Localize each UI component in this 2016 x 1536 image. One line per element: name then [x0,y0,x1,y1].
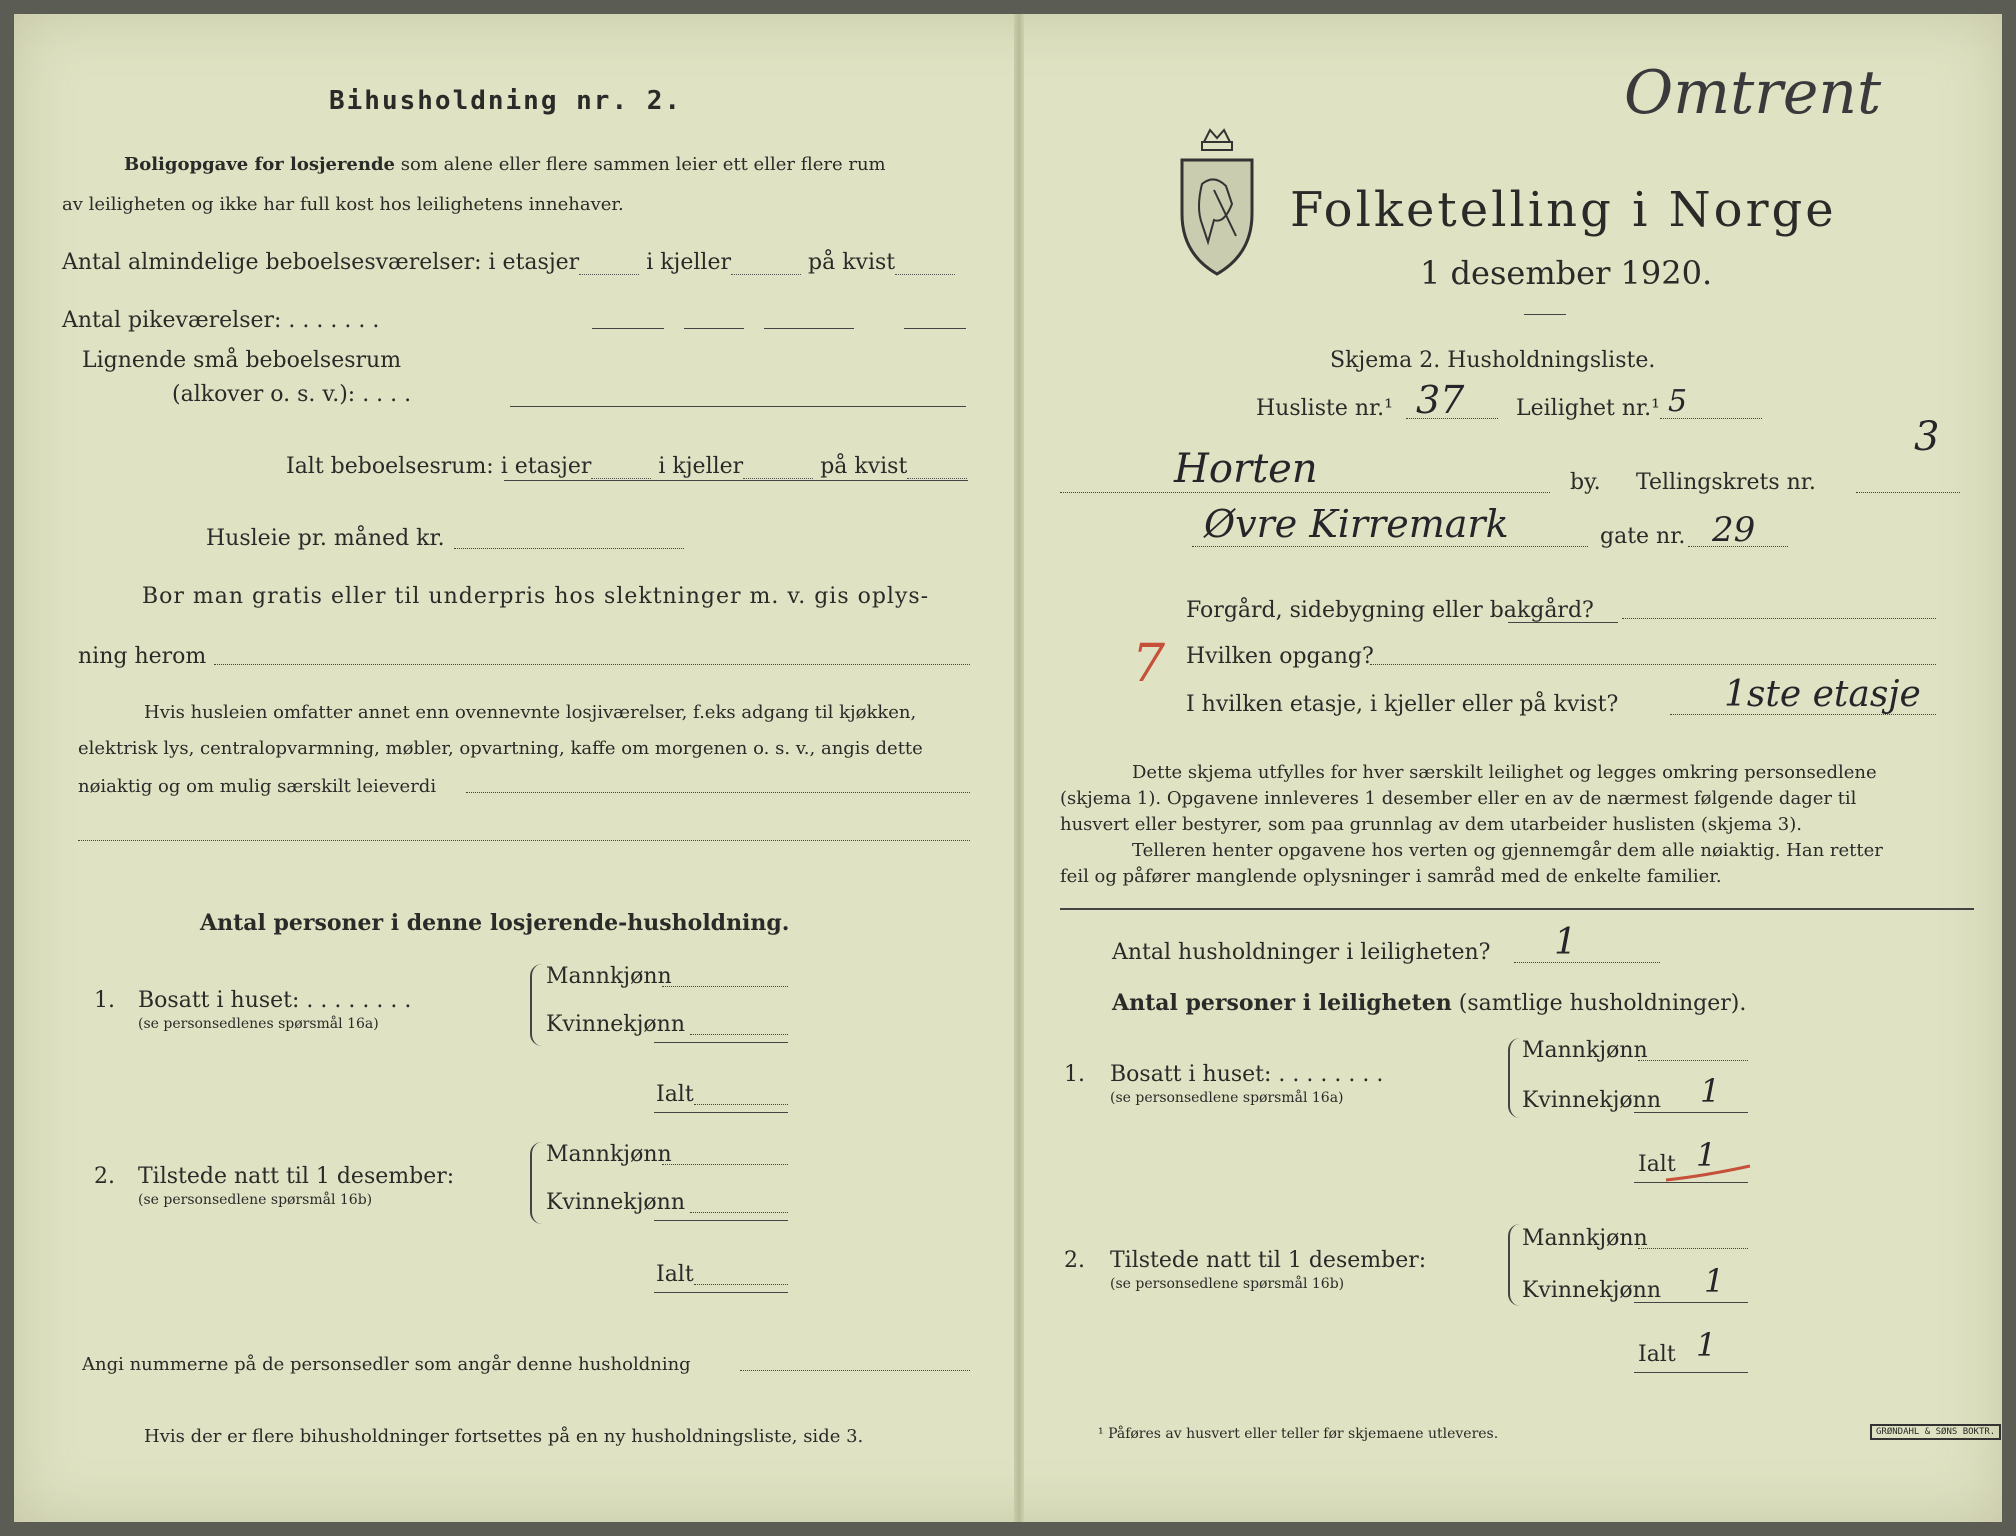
right-persons-heading [1112,990,1746,1016]
right-q1-female: Kvinnekjønn [1522,1088,1661,1113]
etasje-label: I hvilken etasje, i kjeller eller på kvist? [1186,692,1619,717]
forgard-field[interactable] [1622,618,1936,619]
right-q2-brace [1508,1224,1520,1306]
maid-rooms-field-4[interactable] [904,328,966,329]
intro-bold: Boligopgave for losjerende [124,154,396,175]
husliste-value[interactable]: 37 [1416,378,1465,422]
right-q2-label: Tilstede natt til 1 desember: [1110,1248,1427,1273]
right-q1-brace [1508,1038,1520,1118]
right-q1-label: Bosatt i huset: . . . . . . . . [1110,1062,1384,1087]
opgang-field[interactable] [1370,664,1936,665]
right-q2-female: Kvinnekjønn [1522,1278,1661,1303]
right-q1-sum-line [1634,1112,1748,1113]
opgang-label: Hvilken opgang? [1186,644,1374,669]
instructions-5: feil og påfører manglende oplysninger i samråd med de enkelte familier. [1060,866,1722,887]
left-q1-total: Ialt [656,1082,694,1107]
total-attic-field[interactable] [907,458,967,479]
krets-value[interactable]: 3 [1914,414,1940,460]
right-q2-male: Mannkjønn [1522,1226,1648,1251]
right-q2-sub: (se personsedlene spørsmål 16b) [1110,1276,1345,1292]
etasje-value[interactable]: 1ste etasje [1724,674,1921,715]
right-q1-sub: (se personsedlene spørsmål 16a) [1110,1090,1344,1106]
husliste-label: Husliste nr.¹ [1256,396,1393,421]
krets-field [1856,492,1960,493]
census-sheet [14,14,2002,1522]
maid-rooms-field-1[interactable] [592,328,664,329]
instructions-2: (skjema 1). Opgavene innleveres 1 desember eller en av de nærmest følgende dager til [1060,788,1857,809]
total-cellar-field[interactable] [743,458,813,479]
alcoves-label: (alkover o. s. v.): . . . . [172,382,412,407]
right-q1-number: 1. [1064,1062,1085,1087]
right-q1-total: Ialt [1638,1152,1676,1177]
right-q2-total-value[interactable]: 1 [1696,1326,1717,1364]
total-cellar-label: i kjeller [658,454,744,479]
households-label: Antal husholdninger i leiligheten? [1112,940,1491,965]
left-q1-total-field[interactable] [694,1104,788,1105]
coat-of-arms-icon [1174,124,1260,284]
right-q1-total-value[interactable]: 1 [1696,1136,1717,1174]
rent-includes-1: Hvis husleien omfatter annet enn ovennevnte losjiværelser, f.eks adgang til kjøkken, [144,702,917,723]
right-q2-number: 2. [1064,1248,1085,1273]
right-q2-sum-line [1634,1302,1748,1303]
intro-line-2: av leiligheten og ikke har full kost hos leilighetens innehaver. [62,194,624,215]
bakgard-underline [1508,622,1618,623]
left-q1-male-field[interactable] [662,986,788,987]
street-value[interactable]: Øvre Kirremark [1204,502,1509,546]
free-field[interactable] [214,664,970,665]
gate-label: gate nr. [1600,524,1686,549]
left-q1-total-line [654,1112,788,1113]
left-q2-total-field[interactable] [694,1284,788,1285]
maid-rooms-field-3[interactable] [764,328,854,329]
intro-rest: som alene eller flere sammen leier ett eller flere rum [400,154,886,175]
red-mark: 7 [1132,634,1166,694]
rooms-label-text: Antal almindelige beboelsesværelser: i etasjer [62,250,580,275]
leilighet-label: Leilighet nr.¹ [1516,396,1660,421]
right-q1-male: Mannkjønn [1522,1038,1648,1063]
left-q2-number: 2. [94,1164,115,1189]
instructions-1: Dette skjema utfylles for hver særskilt leilighet og legges omkring personsedlene [1132,762,1877,783]
street-field [1192,546,1588,547]
right-q2-total-line [1634,1372,1748,1373]
city-field [1060,492,1550,493]
free-line-2: ning herom [78,644,207,669]
leilighet-field [1660,418,1762,419]
gate-value[interactable]: 29 [1712,510,1756,550]
total-rooms-text: Ialt beboelsesrum: i etasjer [286,454,592,479]
forgard-label: Forgård, sidebygning eller bakgård? [1186,598,1594,623]
left-q1-number: 1. [94,988,115,1013]
total-etasjer-field[interactable] [591,458,651,479]
left-title: Bihusholdning nr. 2. [329,86,683,116]
footnote: ¹ Påføres av husvert eller teller før skjemaene utleveres. [1098,1426,1499,1442]
husliste-field [1406,418,1498,419]
right-q2-total: Ialt [1638,1342,1676,1367]
rooms-cellar-field[interactable] [731,254,801,275]
title-rule [1524,314,1566,315]
maid-rooms-field-2[interactable] [684,328,744,329]
left-q2-brace [530,1142,542,1224]
left-persons-heading: Antal personer i denne losjerende-husholdning. [200,910,790,936]
krets-label: Tellingskrets nr. [1636,470,1816,495]
right-q2-female-value[interactable]: 1 [1704,1262,1725,1300]
red-strike-icon [1664,1162,1754,1184]
households-value[interactable]: 1 [1554,922,1577,963]
left-q1-label: Bosatt i huset: . . . . . . . . [138,988,412,1013]
right-page [1024,14,2002,1522]
left-q2-male: Mannkjønn [546,1142,672,1167]
left-page [14,14,1014,1522]
etasje-field [1670,714,1936,715]
book-spine [1014,14,1024,1522]
alcoves-field[interactable] [510,406,966,407]
left-q2-total: Ialt [656,1262,694,1287]
maid-rooms-label: Antal pikeværelser: . . . . . . . [62,308,380,333]
city-value[interactable]: Horten [1174,446,1318,492]
leilighet-value[interactable]: 5 [1668,384,1688,419]
left-q2-female-field[interactable] [690,1212,788,1213]
rooms-etasjer-field[interactable] [579,254,639,275]
rooms-attic-field[interactable] [895,254,955,275]
left-q1-sub: (se personsedlenes spørsmål 16a) [138,1016,379,1032]
rent-includes-field-2[interactable] [78,840,970,841]
printer-stamp: GRØNDAHL & SØNS BOKTR. [1870,1424,2001,1440]
right-q2-male-field[interactable] [1638,1248,1748,1249]
instructions-4: Telleren henter opgavene hos verten og gjennemgår dem alle nøiaktig. Han retter [1132,840,1883,861]
rent-includes-2: elektrisk lys, centralopvarmning, møbler, opvartning, kaffe om morgenen o. s. v., angis dette [78,738,923,759]
left-q2-label: Tilstede natt til 1 desember: [138,1164,455,1189]
schema-label: Skjema 2. Husholdningsliste. [1330,348,1656,373]
instructions-3: husvert eller bestyrer, som paa grunnlag av dem utarbeider huslisten (skjema 3). [1060,814,1802,835]
left-q2-total-line [654,1292,788,1293]
similar-small-label: Lignende små beboelsesrum [82,348,402,373]
intro-line-1 [124,154,886,175]
right-persons-heading-bold: Antal personer i leiligheten [1112,990,1452,1016]
rooms-cellar-label: i kjeller [646,250,731,275]
numbers-line-label: Angi nummerne på de personsedler som angår denne husholdning [82,1354,691,1375]
city-label: by. [1570,470,1601,495]
rooms-attic-label: på kvist [808,250,896,275]
right-date: 1 desember 1920. [1420,254,1713,292]
gate-field [1688,546,1788,547]
total-attic-label: på kvist [820,454,908,479]
left-q2-sum-line [654,1220,788,1221]
left-q1-female-field[interactable] [690,1034,788,1035]
left-q2-sub: (se personsedlene spørsmål 16b) [138,1192,373,1208]
left-q1-sum-line [654,1042,788,1043]
right-persons-heading-rest: (samtlige husholdninger). [1458,991,1747,1016]
signature: Omtrent [1624,58,1882,128]
rent-label: Husleie pr. måned kr. [206,526,445,551]
right-q1-male-field[interactable] [1638,1060,1748,1061]
continue-note: Hvis der er flere bihusholdninger fortsettes på en ny husholdningsliste, side 3. [144,1426,864,1447]
right-q1-female-value[interactable]: 1 [1700,1072,1721,1110]
left-q2-female: Kvinnekjønn [546,1190,685,1215]
households-field [1514,962,1660,963]
right-q1-total-line [1634,1182,1748,1183]
total-rooms-label [286,454,967,479]
right-title: Folketelling i Norge [1290,182,1837,238]
free-line-1: Bor man gratis eller til underpris hos slektninger m. v. gis oplys- [142,584,930,609]
instructions-rule [1060,908,1974,910]
rooms-label [62,250,955,275]
numbers-line-field[interactable] [740,1370,970,1371]
rent-includes-field[interactable] [466,792,970,793]
total-rooms-underline [504,480,968,481]
left-q1-male: Mannkjønn [546,964,672,989]
rent-field[interactable] [454,548,684,549]
left-q1-brace [530,964,542,1046]
rent-includes-3: nøiaktig og om mulig særskilt leieverdi [78,776,437,797]
left-q2-male-field[interactable] [662,1164,788,1165]
left-q1-female: Kvinnekjønn [546,1012,685,1037]
